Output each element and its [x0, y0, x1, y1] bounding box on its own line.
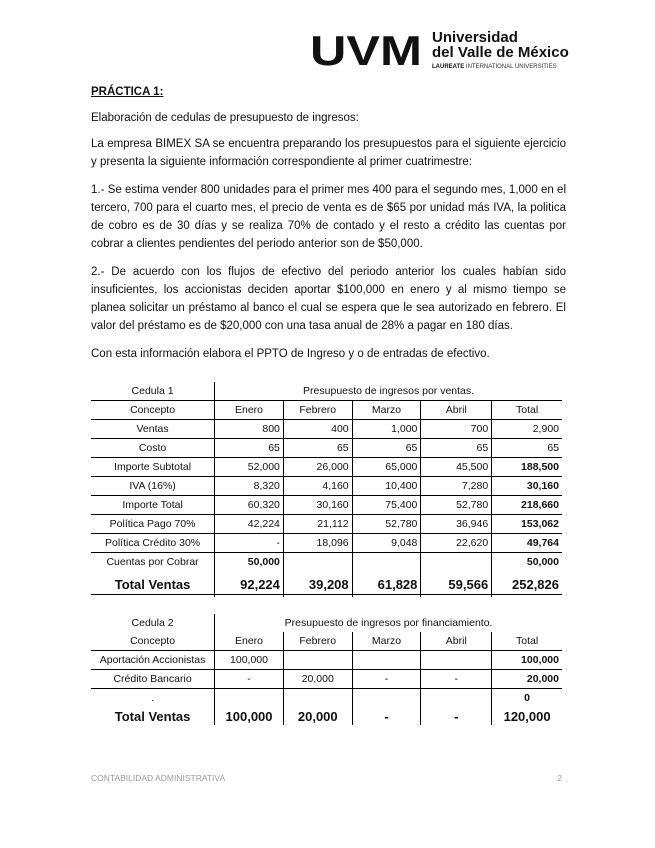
- table-cell: Crédito Bancario: [91, 670, 215, 689]
- column-header: Marzo: [352, 632, 421, 651]
- table-cell: 65: [492, 439, 562, 458]
- table-cell: -: [215, 534, 284, 553]
- table-cell: 1,000: [352, 420, 421, 439]
- page-footer: [91, 773, 562, 783]
- table-cell: -: [352, 707, 421, 725]
- table-cell: 252,826: [492, 571, 562, 597]
- table-cell: [421, 689, 492, 708]
- table-cell: 21,112: [283, 515, 352, 534]
- column-header: Febrero: [283, 632, 352, 651]
- table-cell: 59,566: [421, 571, 492, 597]
- table-cell: 65: [283, 439, 352, 458]
- table-row: [91, 458, 562, 477]
- table-cell: 20,000: [283, 670, 352, 689]
- table-row: [91, 439, 562, 458]
- table-row: [91, 477, 562, 496]
- table-cell: 52,780: [352, 515, 421, 534]
- table-cell: 75,400: [352, 496, 421, 515]
- table-cell: Total Ventas: [114, 708, 191, 724]
- table-cell: [421, 651, 492, 670]
- logo-line-1: Universidad: [432, 29, 518, 46]
- cedula-1-heading: Presupuesto de ingresos por ventas.: [215, 382, 562, 401]
- table-cell: 2,900: [492, 420, 562, 439]
- table-cell: 49,764: [492, 534, 562, 553]
- table-cell: [421, 553, 492, 572]
- table-cell: Importe Total: [91, 496, 215, 515]
- table-cell: 8,320: [215, 477, 284, 496]
- table-cell: 9,048: [352, 534, 421, 553]
- table-cell: 50,000: [215, 553, 284, 572]
- table-cell: 188,500: [492, 458, 562, 477]
- table-cell: [283, 553, 352, 572]
- table-cell: 42,224: [215, 515, 284, 534]
- logo-tagline: LAUREATE INTERNATIONAL UNIVERSITIES: [432, 64, 557, 70]
- table-cell: 18,096: [283, 534, 352, 553]
- paragraph-point-2: 2.- De acuerdo con los flujos de efectivo del periodo anterior los cuales habían sido insuficientes, los accionistas deciden aportar $100,000 en enero y al mismo tiempo se planea solicitar un préstamo al banco el cual se espera que le sea autorizado en febrero. El valor del préstamo es de $20,000 con una tasa anual de 28% a pagar en 180 días.: [91, 266, 566, 332]
- table-row: [91, 651, 562, 670]
- table-cell: Cuentas por Cobrar: [106, 556, 199, 568]
- column-header: Abril: [421, 401, 492, 420]
- table-cell: [352, 553, 421, 572]
- table-row: [91, 553, 562, 572]
- table-cell: 52,780: [421, 496, 492, 515]
- paragraph-instruction: Con esta información elabora el PPTO de Ingreso y o de entradas de efectivo.: [91, 348, 490, 360]
- table-cell: -: [421, 707, 492, 725]
- table-cell: Total Ventas: [114, 576, 191, 592]
- logo-line-2: del Valle de México: [432, 44, 569, 61]
- table-cell: Aportación Accionistas: [91, 651, 215, 670]
- table-cell: -: [352, 670, 421, 689]
- column-header: Total: [492, 632, 562, 651]
- uvm-logo: [310, 29, 569, 75]
- column-header: Enero: [215, 632, 284, 651]
- table-row: [91, 496, 562, 515]
- table-cell: 7,280: [421, 477, 492, 496]
- column-header: Febrero: [283, 401, 352, 420]
- cedula-2-table: [91, 614, 562, 725]
- table-row: [91, 420, 562, 439]
- cedula-1-table: [91, 382, 562, 597]
- cedula-2-heading: Presupuesto de ingresos por financiamiento.: [215, 614, 562, 632]
- table-cell: 65,000: [352, 458, 421, 477]
- table-row: [91, 515, 562, 534]
- footer-course-name: CONTABILIDAD ADMINISTRATIVA: [91, 773, 226, 783]
- table-cell: 60,320: [215, 496, 284, 515]
- table-cell: 30,160: [283, 496, 352, 515]
- table-cell: 36,946: [421, 515, 492, 534]
- table-cell: [352, 689, 421, 708]
- table-cell: 10,400: [352, 477, 421, 496]
- table-cell: [283, 689, 352, 708]
- column-header: Enero: [215, 401, 284, 420]
- table-cell: Política Crédito 30%: [91, 534, 215, 553]
- table-row: [91, 670, 562, 689]
- table-cell: 800: [215, 420, 284, 439]
- document-body: [91, 83, 566, 363]
- table-cell: 20,000: [283, 707, 352, 725]
- table-cell: 50,000: [492, 553, 562, 572]
- table-cell: 45,500: [421, 458, 492, 477]
- paragraph-intro: Elaboración de cedulas de presupuesto de ingresos:: [91, 112, 359, 124]
- column-header: Concepto: [91, 401, 215, 420]
- table-cell: 100,000: [215, 707, 284, 725]
- table-cell: [215, 689, 284, 708]
- paragraph-company: La empresa BIMEX SA se encuentra preparando los presupuestos para el siguiente ejercicio y presenta la siguiente información correspondiente al primer cuatrimestre:: [91, 138, 566, 168]
- table-cell: [352, 651, 421, 670]
- paragraph-point-1: 1.- Se estima vender 800 unidades para el primer mes 400 para el segundo mes, 1,000 en el tercero, 700 para el cuarto mes, el precio de venta es de $65 por unidad más IVA, la politica de cobro es de 30 días y se realiza 70% de contado y el resto a crédito las cuentas por cobrar a clientes pendientes del periodo anterior son de $50,000.: [91, 184, 566, 250]
- table-cell: 92,224: [215, 571, 284, 597]
- table-cell: 65: [352, 439, 421, 458]
- table-cell: 61,828: [352, 571, 421, 597]
- table-cell: 22,620: [421, 534, 492, 553]
- table-cell: 100,000: [215, 651, 284, 670]
- table-cell: 20,000: [492, 670, 562, 689]
- table-cell: 0: [492, 689, 562, 708]
- table-cell: Política Pago 70%: [91, 515, 215, 534]
- table-cell: Importe Subtotal: [91, 458, 215, 477]
- column-header: Abril: [421, 632, 492, 651]
- column-header: Total: [492, 401, 562, 420]
- table-cell: 4,160: [283, 477, 352, 496]
- table-row: [91, 534, 562, 553]
- table-cell: 39,208: [283, 571, 352, 597]
- table-cell: 26,000: [283, 458, 352, 477]
- table-cell: [283, 651, 352, 670]
- table-cell: 65: [421, 439, 492, 458]
- table-cell: IVA (16%): [91, 477, 215, 496]
- svg-text:UVM: UVM: [310, 30, 422, 70]
- page-title: PRÁCTICA 1:: [91, 86, 164, 98]
- table-cell: .: [151, 692, 155, 704]
- column-header: Marzo: [352, 401, 421, 420]
- cedula-1-label: Cedula 1: [91, 382, 215, 401]
- table-cell: -: [215, 670, 284, 689]
- table-cell: 218,660: [492, 496, 562, 515]
- table-cell: 120,000: [492, 707, 562, 725]
- table-cell: Ventas: [91, 420, 215, 439]
- table-cell: 400: [283, 420, 352, 439]
- table-cell: 52,000: [215, 458, 284, 477]
- table-row: [91, 689, 562, 708]
- table-cell: 30,160: [492, 477, 562, 496]
- column-header: Concepto: [91, 632, 215, 651]
- table-cell: -: [421, 670, 492, 689]
- table-cell: 65: [215, 439, 284, 458]
- uvm-logo-mark: [310, 30, 428, 70]
- total-row: [91, 707, 562, 725]
- section-divider: [91, 594, 562, 595]
- table-cell: 700: [421, 420, 492, 439]
- page-number: 2: [557, 773, 562, 783]
- table-cell: 100,000: [492, 651, 562, 670]
- table-cell: 153,062: [492, 515, 562, 534]
- table-cell: Costo: [91, 439, 215, 458]
- cedula-2-label: Cedula 2: [131, 617, 174, 629]
